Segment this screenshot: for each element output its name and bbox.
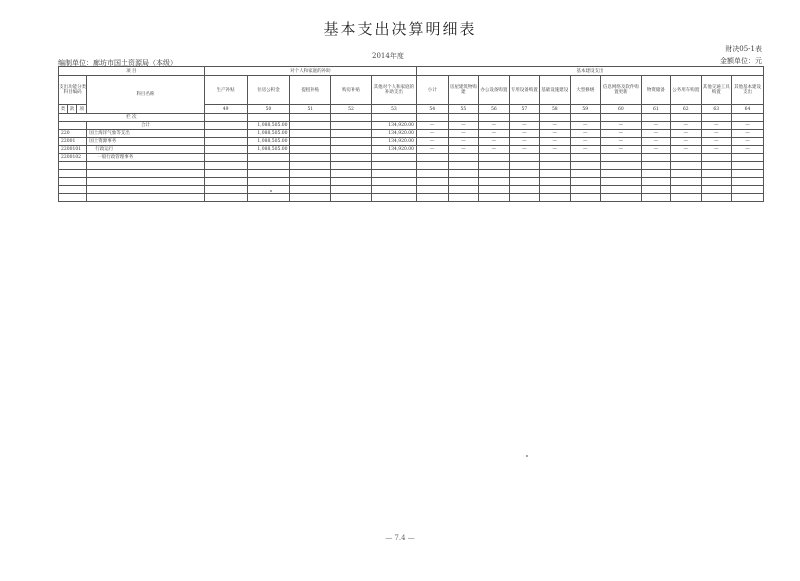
capital-cell: — [570,130,600,138]
capital-cell: — [570,138,600,146]
col-header: 其他交通工具购置 [701,76,731,105]
table-cell [290,178,331,186]
capital-cell: — [509,146,539,154]
table-row [59,194,764,202]
table-cell [371,170,416,178]
table-row [59,154,764,162]
table-cell [701,186,731,194]
table-cell [509,162,539,170]
capital-cell: — [479,122,509,130]
table-cell [701,194,731,202]
capital-cell [540,154,570,162]
table-cell [701,170,731,178]
scan-speck [270,190,272,192]
table-cell [448,170,478,178]
housing-fund-cell: 1,088,505.00 [247,130,290,138]
table-cell [601,170,642,178]
table-cell [479,194,509,202]
capital-cell: — [479,138,509,146]
capital-cell: — [509,138,539,146]
col-code: 58 [540,105,570,114]
capital-cell: — [641,122,670,130]
rent-subsidy-cell [290,138,331,146]
production-subsidy-cell [204,138,247,146]
capital-cell: — [479,130,509,138]
table-cell [601,186,642,194]
col-code: 59 [570,105,600,114]
production-subsidy-cell [204,146,247,154]
page-title: 基本支出决算明细表 [323,20,477,38]
subject-name [87,178,204,186]
purchase-subsidy-cell [331,122,372,130]
col-header: 住房公积金 [247,76,290,105]
header-row-2 [59,76,764,105]
table-cell [641,186,670,194]
table-row [59,162,764,170]
table-cell [701,162,731,170]
subject-code [59,122,87,130]
capital-cell: — [416,138,448,146]
col-header: 物资储备 [641,76,670,105]
capital-cell [448,154,478,162]
header-row-1 [59,67,764,76]
table-cell [331,170,372,178]
col-header: 办公设备购置 [479,76,509,105]
purchase-subsidy-cell [331,130,372,138]
table-cell [290,194,331,202]
capital-cell: — [701,146,731,154]
table-cell [331,194,372,202]
col-code: 62 [671,105,701,114]
money-unit: 金额单位：元 [720,57,762,65]
capital-cell: — [540,130,570,138]
capital-cell [416,154,448,162]
table-row [59,170,764,178]
capital-cell [732,154,764,162]
table-cell [479,162,509,170]
capital-cell: — [570,146,600,154]
table-cell [416,170,448,178]
capital-cell: — [540,122,570,130]
rent-subsidy-cell [290,122,331,130]
table-cell [247,186,290,194]
table-cell [416,162,448,170]
col-code: 57 [509,105,539,114]
class-kuan: 款 [68,105,77,114]
lan-label: 栏 次 [59,114,205,122]
table-cell [641,170,670,178]
housing-fund-cell: 1,088,505.00 [247,122,290,130]
capital-cell: — [732,146,764,154]
capital-cell: — [701,122,731,130]
rent-subsidy-cell [290,146,331,154]
table-cell [540,178,570,186]
table-cell [570,170,600,178]
table-cell [671,194,701,202]
table-cell [448,178,478,186]
table-cell [416,186,448,194]
subject-name [87,186,204,194]
capital-cell: — [416,122,448,130]
capital-cell: — [732,122,764,130]
col-header: 购房补贴 [331,76,372,105]
other-subsidy-cell: 134,920.00 [371,122,416,130]
table-cell [331,162,372,170]
col-header: 其他基本建设支出 [732,76,764,105]
class-lei: 类 [59,105,68,114]
table-cell [540,186,570,194]
table-cell [448,194,478,202]
capital-cell [701,154,731,162]
report-year: 2014年度 [372,52,404,60]
col-code: 61 [641,105,670,114]
func-class-header: 支出功能分类科目编码 [59,76,87,105]
housing-fund-cell [247,154,290,162]
other-subsidy-cell: 134,920.00 [371,138,416,146]
table-cell [732,194,764,202]
table-cell [601,194,642,202]
capital-cell [570,154,600,162]
col-code: 49 [204,105,247,114]
capital-cell: — [448,138,478,146]
table-cell [601,178,642,186]
table-cell [701,178,731,186]
subject-code: 2200102 [59,154,87,162]
col-header: 专用设备购置 [509,76,539,105]
table-cell [641,162,670,170]
table-cell [671,170,701,178]
lan-row [59,114,764,122]
capital-cell: — [509,122,539,130]
subject-name [87,170,204,178]
table-cell [416,194,448,202]
table-cell [247,178,290,186]
table-cell [371,186,416,194]
capital-cell: — [601,122,642,130]
col-code: 55 [448,105,478,114]
subject-code: 2200101 [59,146,87,154]
table-cell [331,186,372,194]
col-header: 公务用车购置 [671,76,701,105]
table-cell [732,186,764,194]
compiling-unit: 编制单位：廊坊市国土资源局（本级） [58,59,177,67]
table-row [59,122,764,130]
table-cell [204,194,247,202]
production-subsidy-cell [204,122,247,130]
capital-cell: — [732,130,764,138]
table-cell [247,170,290,178]
item-header: 项 目 [59,67,205,76]
col-code: 53 [371,105,416,114]
subject-name: 一般行政管理事务 [87,154,204,162]
capital-cell: — [601,146,642,154]
rent-subsidy-cell [290,130,331,138]
class-xiang: 项 [77,105,87,114]
col-code: 56 [479,105,509,114]
capital-cell: — [601,130,642,138]
table-cell [671,186,701,194]
capital-cell: — [641,138,670,146]
scan-speck [526,455,528,457]
table-cell [290,186,331,194]
subject-code [59,162,87,170]
table-cell [448,162,478,170]
table-cell [671,162,701,170]
subject-code [59,194,87,202]
other-subsidy-cell: 134,920.00 [371,130,416,138]
capital-cell: — [701,130,731,138]
capital-cell [641,154,670,162]
table-row [59,178,764,186]
table-cell [247,162,290,170]
table-cell [570,178,600,186]
capital-cell: — [601,138,642,146]
table-row [59,138,764,146]
housing-fund-cell: 1,088,505.00 [247,146,290,154]
subject-name-header: 科目名称 [87,76,204,114]
col-header: 信息网络及软件购置更新 [601,76,642,105]
table-cell [247,194,290,202]
table-cell [479,178,509,186]
capital-cell: — [641,146,670,154]
capital-cell: — [671,138,701,146]
col-code: 50 [247,105,290,114]
col-header: 大型修缮 [570,76,600,105]
table-cell [371,178,416,186]
table-cell [540,194,570,202]
table-cell [479,186,509,194]
col-header: 提租补贴 [290,76,331,105]
subject-code [59,186,87,194]
table-cell [204,170,247,178]
table-cell [416,178,448,186]
table-cell [540,170,570,178]
table-cell [290,162,331,170]
purchase-subsidy-cell [331,138,372,146]
col-code: 60 [601,105,642,114]
subject-code [59,170,87,178]
subject-name [87,162,204,170]
table-cell [509,170,539,178]
capital-cell: — [448,122,478,130]
capital-cell: — [540,146,570,154]
col-code: 63 [701,105,731,114]
capital-cell: — [641,130,670,138]
col-header: 基础设施建设 [540,76,570,105]
col-code: 64 [732,105,764,114]
table-cell [570,186,600,194]
table-row [59,146,764,154]
capital-cell: — [448,130,478,138]
rent-subsidy-cell [290,154,331,162]
table-cell [371,194,416,202]
col-code: 51 [290,105,331,114]
subject-code [59,178,87,186]
col-code: 52 [331,105,372,114]
other-subsidy-cell [371,154,416,162]
table-cell [290,170,331,178]
table-cell [570,194,600,202]
capital-group-header: 基本建设支出 [416,67,763,76]
capital-cell: — [701,138,731,146]
col-header: 房屋建筑物购建 [448,76,478,105]
capital-cell: — [732,138,764,146]
purchase-subsidy-cell [331,154,372,162]
table-cell [732,170,764,178]
subject-name: 国土海洋气象等支出 [87,130,204,138]
capital-cell: — [448,146,478,154]
capital-cell [479,154,509,162]
table-cell [732,162,764,170]
col-header: 生产补贴 [204,76,247,105]
table-cell [509,186,539,194]
table-cell [732,178,764,186]
table-cell [371,162,416,170]
table-cell [671,178,701,186]
table-cell [204,186,247,194]
table-cell [204,162,247,170]
production-subsidy-cell [204,154,247,162]
subject-code: 220 [59,130,87,138]
form-code: 财决05-1表 [725,45,762,53]
col-header: 其他对个人和家庭的补助支出 [371,76,416,105]
capital-cell: — [570,122,600,130]
capital-cell: — [479,146,509,154]
table-cell [641,178,670,186]
capital-cell: — [671,146,701,154]
subsidy-group-header: 对个人和家庭的补助 [204,67,416,76]
subject-name: 合计 [87,122,204,130]
table-cell [204,178,247,186]
expenditure-table [58,66,764,202]
col-header: 小计 [416,76,448,105]
capital-cell: — [509,130,539,138]
capital-cell [671,154,701,162]
table-row [59,130,764,138]
capital-cell [509,154,539,162]
capital-cell: — [416,146,448,154]
table-cell [509,194,539,202]
production-subsidy-cell [204,130,247,138]
capital-cell: — [671,122,701,130]
table-cell [570,162,600,170]
table-cell [601,162,642,170]
col-code: 54 [416,105,448,114]
capital-cell: — [671,130,701,138]
subject-name [87,194,204,202]
other-subsidy-cell: 134,920.00 [371,146,416,154]
capital-cell [601,154,642,162]
table-cell [509,178,539,186]
capital-cell: — [540,138,570,146]
subject-name: 行政运行 [87,146,204,154]
table-cell [479,170,509,178]
subject-name: 国土资源事务 [87,138,204,146]
housing-fund-cell: 1,088,505.00 [247,138,290,146]
table-row [59,186,764,194]
table-cell [641,194,670,202]
subject-code: 22001 [59,138,87,146]
table-cell [331,178,372,186]
page-number: — 7.4 — [385,534,415,542]
purchase-subsidy-cell [331,146,372,154]
table-cell [540,162,570,170]
table-cell [448,186,478,194]
capital-cell: — [416,130,448,138]
